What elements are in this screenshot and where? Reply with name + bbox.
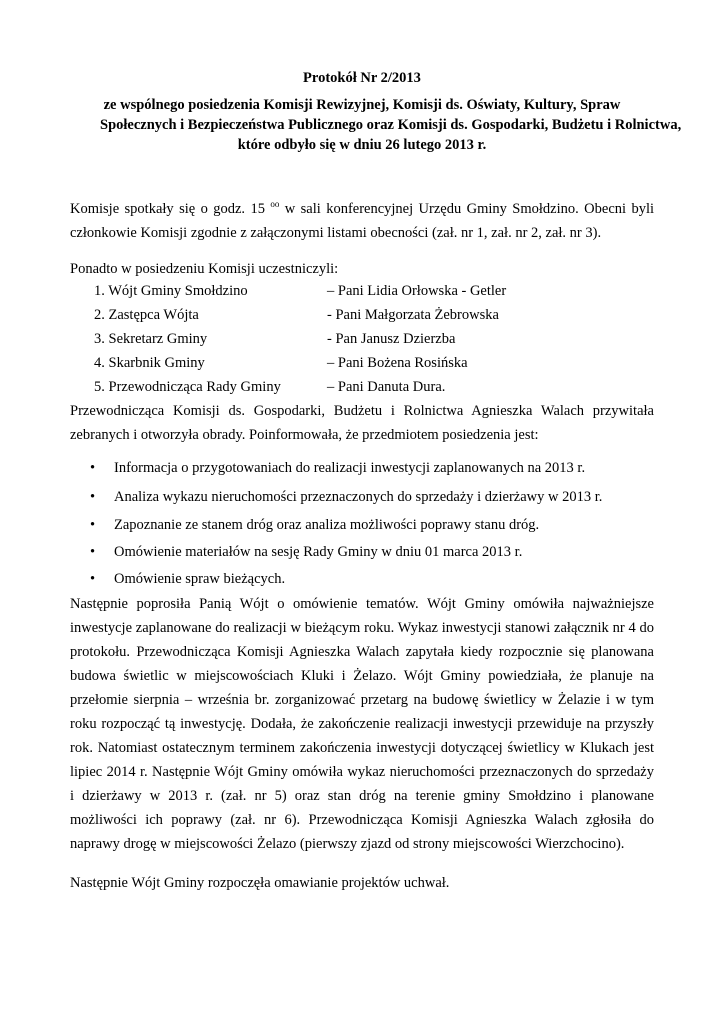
list-number: 4. <box>94 355 105 371</box>
participant-role <box>94 305 199 325</box>
bullet-icon: • <box>90 517 96 533</box>
intro-line: członkowie Komisji zgodnie z załączonymi listami obecności (zał. nr 1, zał. nr 2, zał. nr 3). <box>70 225 602 241</box>
intro-line <box>70 199 654 219</box>
agenda-item: Omówienie spraw bieżących. <box>114 571 286 587</box>
discussion-line: rok. Natomiast ostatecznym terminem zakończenia inwestycji dotyczącej świetlicy w Klukach jest <box>70 740 654 756</box>
bullet-icon: • <box>90 489 96 505</box>
discussion-line: Następnie poprosiła Panią Wójt o omówienie tematów. Wójt Gminy omówiła najważniejsze <box>70 596 654 612</box>
intro-text-b: w sali konferencyjnej Urzędu Gminy Smołdzino. Obecni byli <box>284 201 655 217</box>
opening-line: zebranych i otworzyła obrady. Poinformowała, że przedmiotem posiedzenia jest: <box>70 427 539 443</box>
discussion-line: naprawy drogę w miejscowości Żelazo (pierwszy zjazd od strony miejscowości Wierzchocino). <box>70 836 625 852</box>
opening-line: Przewodnicząca Komisji ds. Gospodarki, Budżetu i Rolnictwa Agnieszka Walach przywitała <box>70 403 654 419</box>
participant-name: – Pani Danuta Dura. <box>327 379 446 395</box>
participant-name: - Pani Małgorzata Żebrowska <box>327 307 499 323</box>
document-title: Protokół Nr 2/2013 <box>303 70 421 86</box>
document-subtitle <box>100 95 682 155</box>
participant-role <box>94 329 207 349</box>
list-number: 5. <box>94 379 105 395</box>
role-label: Przewodnicząca Rady Gminy <box>108 379 281 395</box>
bullet-icon: • <box>90 544 96 560</box>
bullet-icon: • <box>90 571 96 587</box>
agenda-item: Analiza wykazu nieruchomości przeznaczonych do sprzedaży i dzierżawy w 2013 r. <box>114 489 603 505</box>
role-label: Zastępca Wójta <box>108 307 199 323</box>
agenda-item: Zapoznanie ze stanem dróg oraz analiza możliwości poprawy stanu dróg. <box>114 517 540 533</box>
discussion-line: możliwości ich poprawy (zał. nr 6). Przewodnicząca Komisji Agnieszka Walach zgłosiła do <box>70 812 654 828</box>
subtitle-line: Społecznych i Bezpieczeństwa Publicznego oraz Komisji ds. Gospodarki, Budżetu i Rolnictwa, <box>100 117 682 133</box>
participant-role <box>94 353 205 373</box>
discussion-line: inwestycje zaplanowane do realizacji w bieżącym roku. Wykaz inwestycji stanowi załącznik nr 4 do <box>70 620 654 636</box>
participant-name: - Pan Janusz Dzierzba <box>327 331 456 347</box>
role-label: Wójt Gminy Smołdzino <box>108 283 248 299</box>
list-number: 1. <box>94 283 105 299</box>
discussion-line: roku rozpocząć tą inwestycję. Dodała, że zakończenie realizacji inwestycji przewiduje na przyszły <box>70 716 654 732</box>
time-superscript: oo <box>270 199 280 210</box>
bullet-icon: • <box>90 460 96 476</box>
list-number: 3. <box>94 331 105 347</box>
participant-name: – Pani Bożena Rosińska <box>327 355 468 371</box>
role-label: Skarbnik Gminy <box>108 355 205 371</box>
participants-heading: Ponadto w posiedzeniu Komisji uczestniczyli: <box>70 261 339 277</box>
participant-name: – Pani Lidia Orłowska - Getler <box>327 283 507 299</box>
discussion-line: budowa świetlic w miejscowościach Kluki i Żelazo. Wójt Gminy powiedziała, że planuje na <box>70 668 654 684</box>
agenda-item: Omówienie materiałów na sesję Rady Gminy w dniu 01 marca 2013 r. <box>114 544 523 560</box>
discussion-line: lipiec 2014 r. Następnie Wójt Gminy omówiła wykaz nieruchomości przeznaczonych do sprzedaży <box>70 764 654 780</box>
discussion-line: przełomie sierpnia – września br. zorganizować przetarg na budowę świetlicy w Żelazie i w tym <box>70 692 654 708</box>
closing-line: Następnie Wójt Gminy rozpoczęła omawianie projektów uchwał. <box>70 875 450 891</box>
role-label: Sekretarz Gminy <box>108 331 208 347</box>
subtitle-line: które odbyło się w dniu 26 lutego 2013 r. <box>237 137 487 153</box>
intro-text-a: Komisje spotkały się o godz. 15 <box>70 201 265 217</box>
participant-role <box>94 281 248 301</box>
discussion-line: i dzierżawy w 2013 r. (zał. nr 5) oraz stan dróg na terenie gminy Smołdzino i planowane <box>70 788 654 804</box>
agenda-item: Informacja o przygotowaniach do realizacji inwestycji zaplanowanych na 2013 r. <box>114 460 586 476</box>
participant-role <box>94 377 281 397</box>
subtitle-line: ze wspólnego posiedzenia Komisji Rewizyjnej, Komisji ds. Oświaty, Kultury, Spraw <box>103 97 621 113</box>
discussion-line: protokołu. Przewodnicząca Komisji Agnieszka Walach zapytała kiedy rozpocznie się planowana <box>70 644 654 660</box>
list-number: 2. <box>94 307 105 323</box>
